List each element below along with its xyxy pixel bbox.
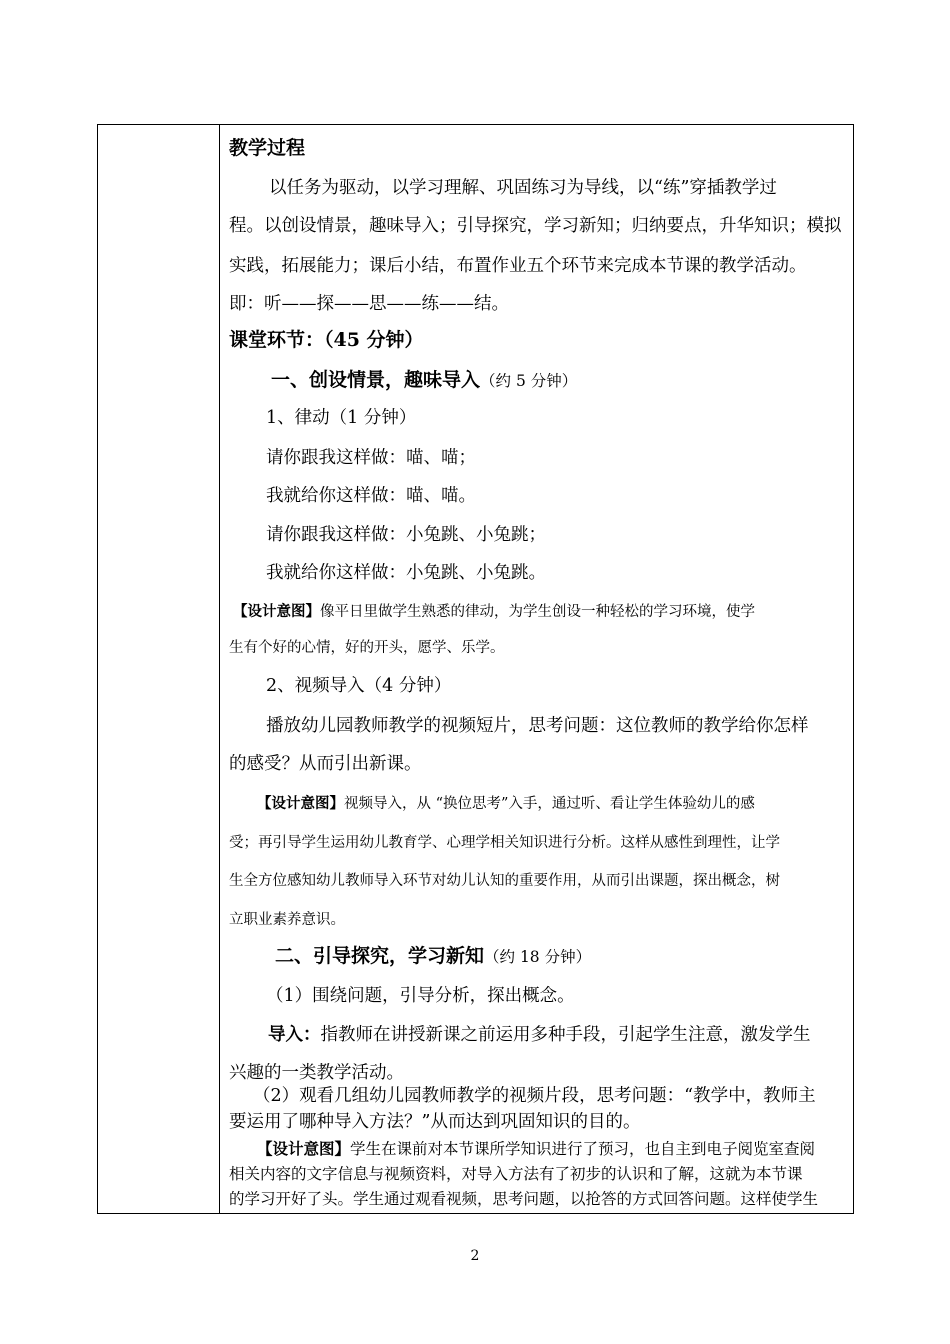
page-number: 2 xyxy=(470,1248,480,1264)
part2-heading xyxy=(275,945,591,968)
def-label: 导入： xyxy=(268,1025,321,1045)
part2-title: 二、引导探究，学习新知 xyxy=(275,945,485,967)
note3-label: 【设计意图】 xyxy=(257,1139,351,1158)
lesson-table xyxy=(97,124,854,1214)
design-note-2 xyxy=(257,793,755,815)
para1-line: 以任务为驱动，以学习理解、巩固练习为导线，以“练”穿插教学过 xyxy=(269,178,777,198)
table-left-column xyxy=(98,125,220,1213)
part2-time: （约 18 分钟） xyxy=(484,948,592,966)
item2-line: 要运用了哪种导入方法？”从而达到巩固知识的目的。 xyxy=(229,1112,641,1132)
rhythm-line: 请你跟我这样做：小兔跳、小兔跳； xyxy=(266,525,546,545)
step1-title: 1、律动（1 分钟） xyxy=(266,408,417,428)
para1-line: 程。以创设情景，趣味导入；引导探究，学习新知；归纳要点，升华知识；模拟 xyxy=(229,216,842,236)
note2-text: 视频导入，从 “换位思考”入手，通过听、看让学生体验幼儿的感 xyxy=(344,796,755,812)
design-note-1 xyxy=(233,601,755,623)
note3-text: 学生在课前对本节课所学知识进行了预习，也自主到电子阅览室查阅 xyxy=(350,1140,816,1158)
para1-line: 实践，拓展能力；课后小结，布置作业五个环节来完成本节课的教学活动。 xyxy=(229,256,807,276)
part1-heading xyxy=(271,369,577,392)
def-line: 兴趣的一类教学活动。 xyxy=(229,1063,404,1083)
rhythm-line: 请你跟我这样做：喵、喵； xyxy=(266,448,476,468)
note2-line: 立职业素养意识。 xyxy=(229,912,345,928)
rhythm-line: 我就给你这样做：喵、喵。 xyxy=(266,486,476,506)
item2-line: （2）观看几组幼儿园教师教学的视频片段，思考问题：“教学中，教师主 xyxy=(253,1086,816,1106)
section-title: 教学过程 xyxy=(229,137,306,159)
part1-time: （约 5 分钟） xyxy=(480,372,578,390)
video-line: 播放幼儿园教师教学的视频短片，思考问题：这位教师的教学给你怎样 xyxy=(266,716,809,736)
video-line: 的感受？从而引出新课。 xyxy=(229,754,422,774)
note1-text: 像平日里做学生熟悉的律动，为学生创设一种轻松的学习环境，使学 xyxy=(320,604,755,620)
design-note-3 xyxy=(257,1138,815,1160)
class-heading: 课堂环节：（45 分钟） xyxy=(229,329,424,351)
note3-line: 相关内容的文字信息与视频资料，对导入方法有了初步的认识和了解，这就为本节课 xyxy=(229,1165,803,1183)
note2-label: 【设计意图】 xyxy=(257,796,344,812)
note2-line: 受；再引导学生运用幼儿教育学、心理学相关知识进行分析。这样从感性到理性，让学 xyxy=(229,835,780,851)
note1-label: 【设计意图】 xyxy=(233,604,320,620)
note2-line: 生全方位感知幼儿教师导入环节对幼儿认知的重要作用，从而引出课题，探出概念，树 xyxy=(229,873,780,889)
para1-line: 即：听——探——思——练——结。 xyxy=(229,294,509,314)
note1-line: 生有个好的心情，好的开头，愿学、乐学。 xyxy=(229,640,505,656)
part1-title: 一、创设情景，趣味导入 xyxy=(271,369,481,391)
step2-title: 2、视频导入（4 分钟） xyxy=(266,676,452,696)
note3-line: 的学习开好了头。学生通过观看视频，思考问题，以抢答的方式回答问题。这样使学生 xyxy=(229,1190,819,1208)
definition xyxy=(268,1024,811,1046)
rhythm-line: 我就给你这样做：小兔跳、小兔跳。 xyxy=(266,563,546,583)
def-text: 指教师在讲授新课之前运用多种手段，引起学生注意，激发学生 xyxy=(320,1025,811,1045)
item1: （1）围绕问题，引导分析，探出概念。 xyxy=(266,986,575,1006)
